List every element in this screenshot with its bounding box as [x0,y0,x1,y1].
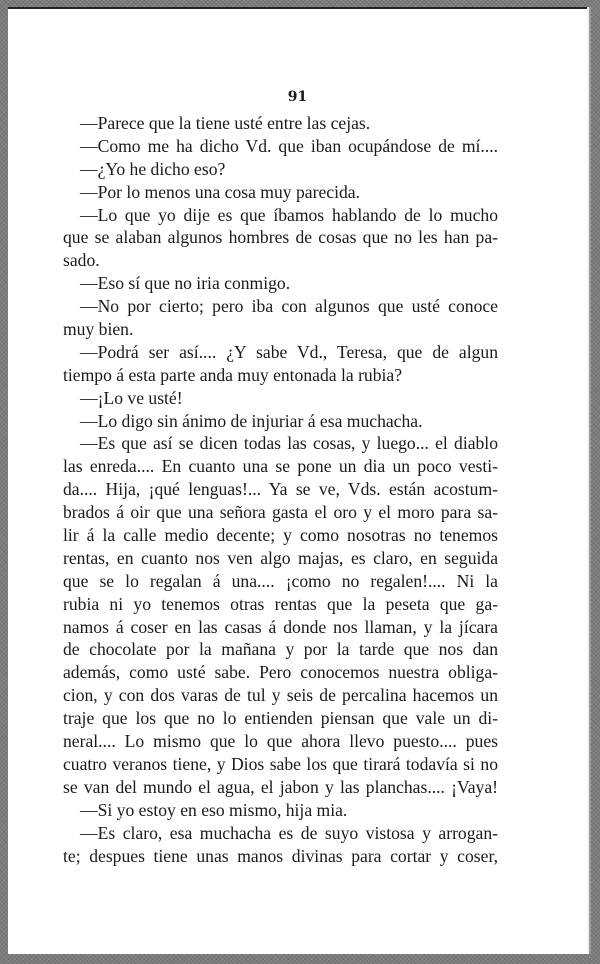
text-line: cion, y con dos varas de tul y seis de percalina hacemos un [63,685,498,706]
text-line: muy bien. [63,319,134,340]
text-line: —Lo digo sin ánimo de injuriar á esa muchacha. [80,410,423,431]
text-line: —Eso sí que no iria conmigo. [80,273,291,294]
text-line: que se alaban algunos hombres de cosas que no les han pa- [63,227,498,248]
page-number: 91 [287,89,308,105]
text-line: da.... Hija, ¡qué lenguas!... Ya se ve, Vds. están acostum- [63,479,498,500]
text-line: —Lo que yo dije es que íbamos hablando de lo mucho [80,204,498,225]
text-line: —¿Yo he dicho eso? [80,158,226,179]
text-line: —Si yo estoy en eso mismo, hija mia. [80,799,348,820]
text-line: —Como me ha dicho Vd. que iban ocupándose de mí.... [80,135,498,156]
book-page [8,7,587,954]
text-line: namos á coser en las casas á donde nos llaman, y la jícara [63,616,498,637]
text-line: —¡Lo ve usté! [80,387,183,408]
text-line: —Parece que la tiene usté entre las cejas. [80,113,371,133]
text-line: cuatro veranos tiene, y Dios sabe los que tirará todavía si no [63,753,498,774]
text-line: brados á oir que una señora gasta el oro y el moro para sa- [63,502,498,523]
text-line: además, como usté sabe. Pero conocemos nuestra obliga- [63,662,498,683]
text-line: traje que los que no lo entienden piensan que vale un di- [63,708,498,729]
text-line: rentas, en cuanto nos ven algo majas, es claro, en seguida [63,547,498,568]
text-line: tiempo á esta parte anda muy entonada la rubia? [63,364,403,385]
text-line: que se lo regalan á una.... ¡como no regalen!.... Ni la [63,570,498,591]
text-line: las enreda.... En cuanto una se pone un dia un poco vesti- [63,456,498,477]
text-line: neral.... Lo mismo que lo que ahora llevo puesto.... pues [63,731,498,752]
text-line: de chocolate por la mañana y por la tarde que nos dan [63,639,498,660]
text-line: lir á la calle medio decente; y como nosotras no tenemos [63,525,498,546]
page-body-text [63,112,498,867]
text-line: sado. [63,250,100,271]
text-line: —Es que así se dicen todas las cosas, y luego... el diablo [80,433,498,454]
text-line: —Podrá ser así.... ¿Y sabe Vd., Teresa, que de algun [80,341,498,362]
text-line: te; despues tiene unas manos divinas para cortar y coser, [63,845,498,866]
text-line: —Es claro, esa muchacha es de suyo vistosa y arrogan- [80,822,498,843]
text-line: rubia ni yo tenemos otras rentas que la peseta que ga- [63,593,498,614]
text-line: se van del mundo el agua, el jabon y las planchas.... ¡Vaya! [63,776,498,797]
text-line: —No por cierto; pero iba con algunos que usté conoce [80,296,498,317]
text-line: —Por lo menos una cosa muy parecida. [80,181,360,202]
